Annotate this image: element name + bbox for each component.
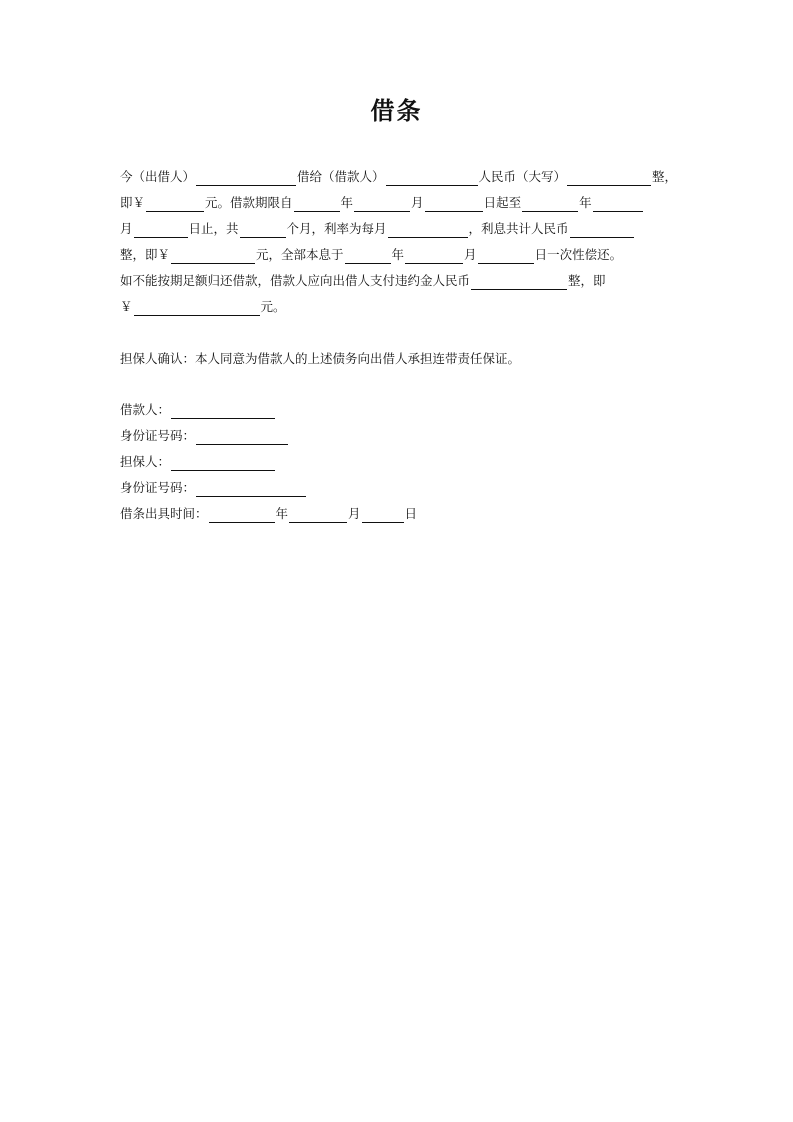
issue-month-label: 月	[348, 506, 361, 521]
issue-day-blank	[362, 508, 404, 523]
months-blank	[240, 223, 286, 238]
penalty-label: 如不能按期足额归还借款，借款人应向出借人支付违约金人民币	[120, 273, 471, 288]
interest-number-blank	[171, 249, 255, 264]
repay-month-label: 月	[464, 247, 477, 262]
issue-year-label: 年	[275, 506, 289, 521]
penalty-yuan-label: 元。	[260, 299, 286, 314]
monthly-rate-label: 个月，利率为每月	[286, 221, 387, 236]
day-total-label: 日止，共	[188, 221, 239, 236]
lender-blank	[196, 171, 296, 186]
end-day-blank	[134, 223, 188, 238]
rmb-uppercase-label: 人民币（大写）	[478, 169, 567, 184]
guarantor-signature-label: 担保人：	[120, 454, 171, 469]
issue-time-line	[120, 505, 417, 523]
interest-total-label: ，利息共计人民币	[468, 221, 569, 236]
issue-month-blank	[289, 508, 347, 523]
yen-label: 即￥	[120, 195, 146, 210]
month-label: 月	[411, 195, 424, 210]
interest-yen-label: 整，即￥	[120, 247, 171, 262]
start-month-blank	[354, 197, 410, 212]
borrow-to-label: 借给（借款人）	[297, 169, 385, 184]
interest-uppercase-blank	[570, 223, 634, 238]
issue-year-blank	[209, 508, 275, 523]
year-label: 年	[340, 195, 354, 210]
issue-time-label: 借条出具时间：	[120, 506, 208, 521]
para1-line4	[120, 246, 622, 264]
borrower-signature-blank	[171, 404, 275, 419]
issue-day-label: 日	[404, 506, 418, 521]
para1-line2	[120, 194, 644, 212]
rate-blank	[388, 223, 468, 238]
end-year-label: 年	[579, 195, 592, 210]
repay-on-label: 元，全部本息于	[256, 247, 344, 262]
repay-year-label: 年	[391, 247, 405, 262]
borrower-blank	[386, 171, 478, 186]
guarantor-confirmation-text: 担保人确认：本人同意为借款人的上述债务向出借人承担连带责任保证。	[120, 351, 521, 366]
guarantor-signature-blank	[171, 456, 275, 471]
borrower-id-label: 身份证号码：	[120, 428, 196, 443]
guarantor-confirmation	[120, 350, 520, 368]
repay-month-blank	[405, 249, 463, 264]
penalty-uppercase-blank	[471, 275, 567, 290]
para2-line1	[120, 272, 606, 290]
repay-year-blank	[345, 249, 391, 264]
document-title: 借条	[370, 96, 423, 125]
repay-once-label: 日一次性偿还。	[534, 247, 623, 262]
start-day-blank	[425, 197, 483, 212]
end-year-blank	[522, 197, 578, 212]
start-year-blank	[294, 197, 340, 212]
zheng-label: 整，	[652, 169, 678, 184]
penalty-number-blank	[134, 301, 260, 316]
penalty-yen-label: ￥	[120, 299, 133, 314]
lender-label: 今（出借人）	[120, 169, 196, 184]
amount-number-blank	[146, 197, 204, 212]
amount-uppercase-blank	[567, 171, 651, 186]
guarantor-id-line	[120, 479, 307, 497]
guarantor-id-label: 身份证号码：	[120, 480, 196, 495]
borrower-signature-label: 借款人：	[120, 402, 171, 417]
para2-line2	[120, 298, 286, 316]
para1-line3	[120, 220, 635, 238]
day-to-label: 日起至	[483, 195, 522, 210]
end-month-label: 月	[120, 221, 133, 236]
borrower-id-blank	[196, 430, 288, 445]
penalty-zheng-label: 整，即	[568, 273, 606, 288]
end-month-blank	[593, 197, 643, 212]
guarantor-signature-line	[120, 453, 276, 471]
borrower-signature-line	[120, 401, 276, 419]
guarantor-id-blank	[196, 482, 306, 497]
borrower-id-line	[120, 427, 289, 445]
term-from-label: 元。借款期限自	[205, 195, 293, 210]
para1-line1	[120, 168, 677, 186]
repay-day-blank	[478, 249, 534, 264]
